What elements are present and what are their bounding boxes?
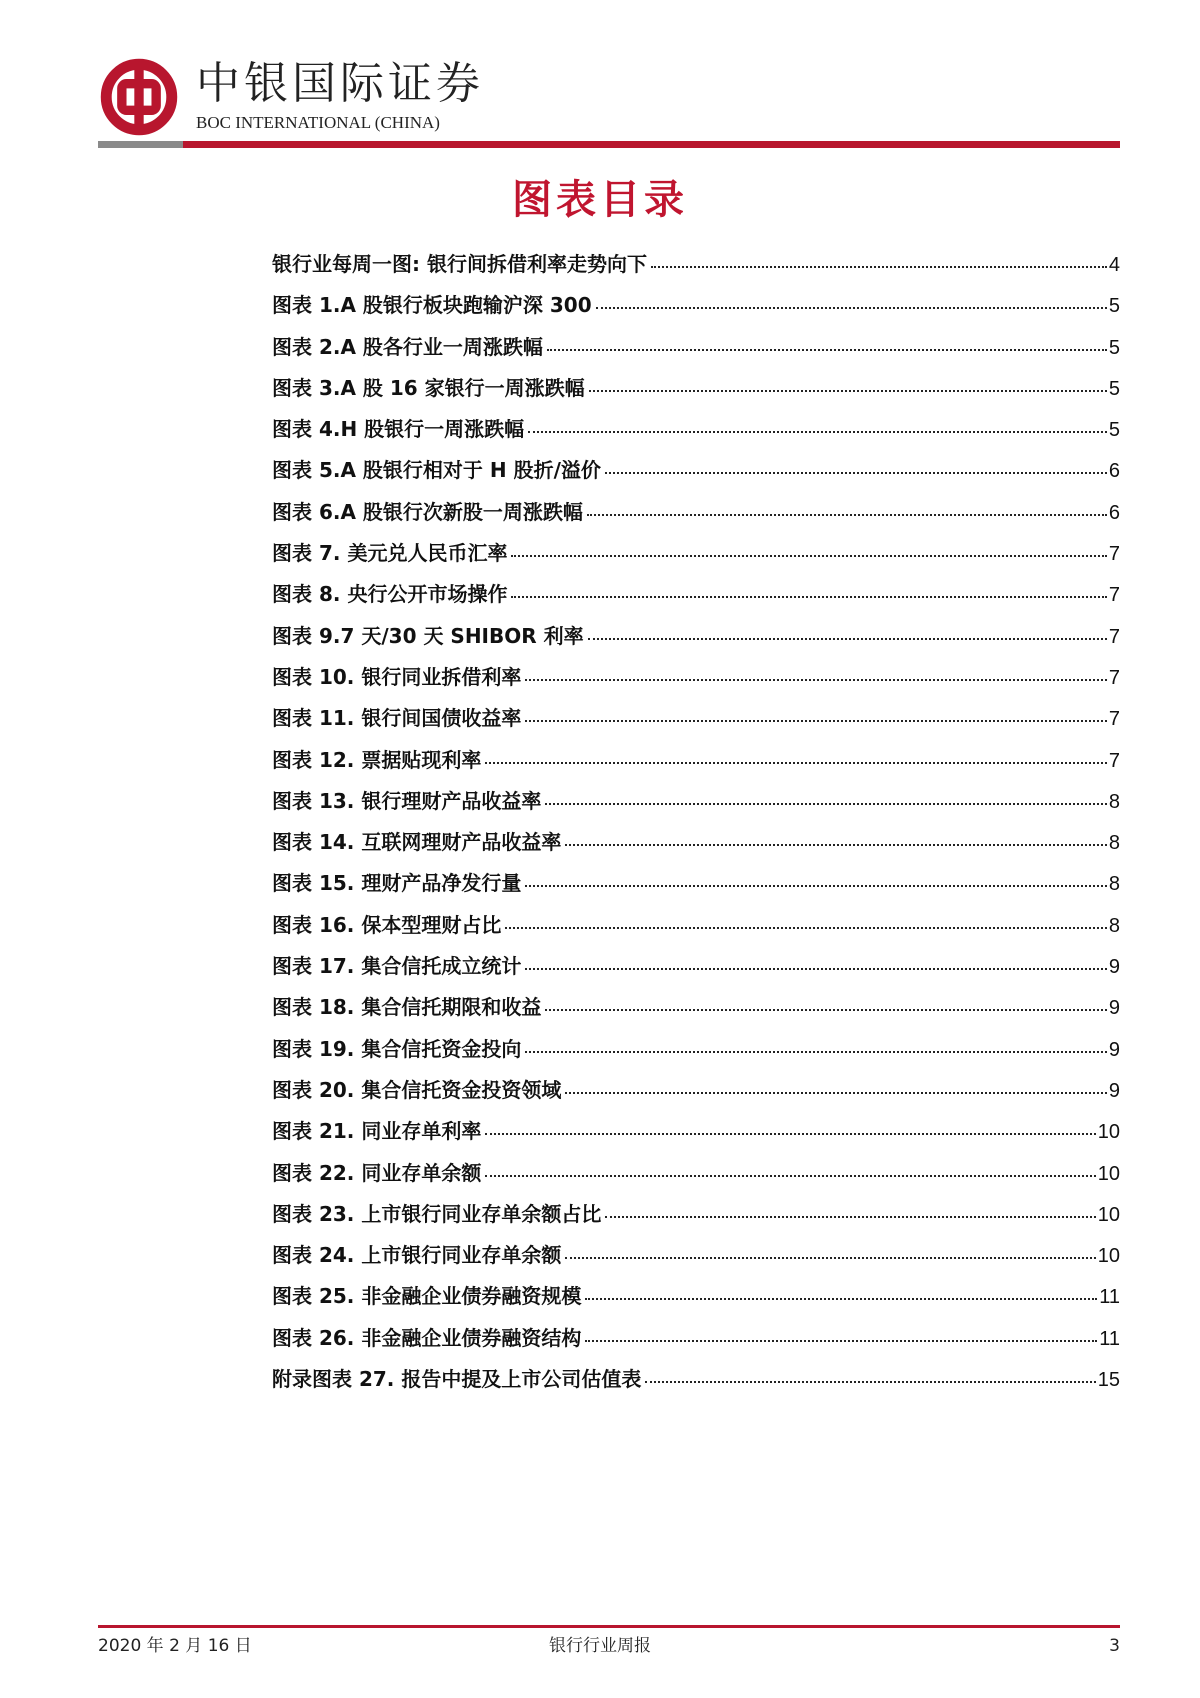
toc-entry[interactable] — [272, 1074, 1120, 1115]
toc-entry[interactable] — [272, 702, 1120, 743]
toc-entry[interactable] — [272, 1157, 1120, 1198]
toc-dot-leader — [525, 968, 1107, 970]
toc-entry-title[interactable]: 图表 25. 非金融企业债券融资规模 — [272, 1284, 582, 1309]
toc-entry-title[interactable]: 图表 1.A 股银行板块跑输沪深 300 — [272, 293, 592, 318]
toc-dot-leader — [565, 844, 1107, 846]
toc-dot-leader — [528, 431, 1107, 433]
toc-entry[interactable] — [272, 537, 1120, 578]
toc-entry[interactable] — [272, 661, 1120, 702]
toc-dot-leader — [588, 638, 1107, 640]
toc-entry-page[interactable]: 11 — [1099, 1327, 1120, 1350]
toc-entry-title[interactable]: 图表 13. 银行理财产品收益率 — [272, 788, 542, 813]
toc-entry-title[interactable]: 图表 26. 非金融企业债券融资结构 — [272, 1325, 582, 1350]
toc-entry[interactable] — [272, 620, 1120, 661]
toc-entry-page[interactable]: 10 — [1097, 1121, 1120, 1144]
toc-entry[interactable] — [272, 454, 1120, 495]
toc-entry[interactable] — [272, 331, 1120, 372]
toc-dot-leader — [589, 390, 1107, 392]
toc-dot-leader — [585, 1298, 1097, 1300]
boc-logo-icon — [100, 58, 178, 136]
toc-entry-title[interactable]: 图表 3.A 股 16 家银行一周涨跌幅 — [272, 375, 585, 400]
toc-entry-title[interactable]: 图表 20. 集合信托资金投资领域 — [272, 1077, 562, 1102]
toc-entry-title[interactable]: 图表 24. 上市银行同业存单余额 — [272, 1243, 562, 1268]
toc-dot-leader — [525, 720, 1107, 722]
toc-dot-leader — [651, 266, 1107, 268]
toc-dot-leader — [605, 472, 1107, 474]
toc-entry-title[interactable]: 图表 22. 同业存单余额 — [272, 1160, 482, 1185]
page-header — [98, 50, 1120, 150]
toc-dot-leader — [565, 1257, 1095, 1259]
toc-entry-page[interactable]: 5 — [1108, 295, 1120, 318]
toc-entry-title[interactable]: 图表 14. 互联网理财产品收益率 — [272, 830, 562, 855]
toc-entry-page[interactable]: 10 — [1097, 1162, 1120, 1185]
toc-entry[interactable] — [272, 1198, 1120, 1239]
toc-dot-leader — [645, 1381, 1095, 1383]
toc-entry-page[interactable]: 9 — [1108, 956, 1120, 979]
toc-entry-page[interactable]: 6 — [1108, 501, 1120, 524]
toc-dot-leader — [485, 762, 1107, 764]
toc-entry-page[interactable]: 7 — [1108, 666, 1120, 689]
toc-entry-title[interactable]: 图表 16. 保本型理财占比 — [272, 912, 502, 937]
toc-entry-page[interactable]: 8 — [1108, 914, 1120, 937]
toc-dot-leader — [545, 803, 1107, 805]
toc-entry-page[interactable]: 10 — [1097, 1203, 1120, 1226]
brand-name-cn: 中银国际证券 — [196, 58, 484, 109]
toc-entry-title[interactable]: 图表 23. 上市银行同业存单余额占比 — [272, 1201, 602, 1226]
toc-entry[interactable] — [272, 785, 1120, 826]
toc-entry-title[interactable]: 银行业每周一图: 银行间拆借利率走势向下 — [272, 252, 647, 276]
toc-entry-title[interactable]: 图表 15. 理财产品净发行量 — [272, 871, 522, 896]
toc-entry-title[interactable]: 图表 2.A 股各行业一周涨跌幅 — [272, 334, 543, 359]
toc-entry-title[interactable]: 附录图表 27. 报告中提及上市公司估值表 — [272, 1367, 642, 1392]
toc-entry-page[interactable]: 7 — [1108, 625, 1120, 648]
toc-entry[interactable] — [272, 289, 1120, 330]
toc-entry-title[interactable]: 图表 18. 集合信托期限和收益 — [272, 995, 542, 1020]
toc-entry-page[interactable]: 11 — [1099, 1286, 1120, 1309]
toc-dot-leader — [485, 1133, 1095, 1135]
toc-entry[interactable] — [272, 1115, 1120, 1156]
toc-dot-leader — [596, 307, 1107, 309]
toc-entry-page[interactable]: 9 — [1108, 1079, 1120, 1102]
toc-dot-leader — [525, 679, 1107, 681]
toc-entry[interactable] — [272, 744, 1120, 785]
toc-entry-page[interactable]: 15 — [1097, 1369, 1120, 1392]
toc-entry-page[interactable]: 7 — [1108, 708, 1120, 731]
toc-dot-leader — [511, 596, 1106, 598]
header-rule-red — [183, 141, 1120, 148]
toc-entry-page[interactable]: 7 — [1108, 749, 1120, 772]
page-title: 图表目录 — [512, 177, 688, 223]
toc-entry-page[interactable]: 8 — [1108, 832, 1120, 855]
toc-entry-title[interactable]: 图表 9.7 天/30 天 SHIBOR 利率 — [272, 623, 584, 648]
toc-dot-leader — [547, 349, 1107, 351]
toc-entry[interactable] — [272, 826, 1120, 867]
toc-entry[interactable] — [272, 909, 1120, 950]
toc-dot-leader — [545, 1009, 1107, 1011]
toc-entry-title[interactable]: 图表 11. 银行间国债收益率 — [272, 706, 522, 731]
toc-entry[interactable] — [272, 248, 1120, 289]
toc-entry-page[interactable]: 8 — [1108, 873, 1120, 896]
toc-entry-page[interactable]: 5 — [1108, 419, 1120, 442]
toc-entry[interactable] — [272, 1280, 1120, 1321]
toc-entry[interactable] — [272, 867, 1120, 908]
toc-entry-title[interactable]: 图表 21. 同业存单利率 — [272, 1119, 482, 1144]
toc-entry-page[interactable]: 5 — [1108, 336, 1120, 359]
toc-dot-leader — [525, 885, 1107, 887]
toc-entry[interactable] — [272, 1033, 1120, 1074]
toc-entry[interactable] — [272, 950, 1120, 991]
table-of-figures — [272, 248, 1120, 1404]
toc-entry-page[interactable]: 9 — [1108, 1038, 1120, 1061]
toc-entry-page[interactable]: 8 — [1108, 790, 1120, 813]
toc-dot-leader — [511, 555, 1106, 557]
toc-entry[interactable] — [272, 1363, 1120, 1404]
toc-entry[interactable] — [272, 991, 1120, 1032]
toc-entry-page[interactable]: 5 — [1108, 377, 1120, 400]
toc-entry-title[interactable]: 图表 10. 银行同业拆借利率 — [272, 664, 522, 689]
toc-entry-title[interactable]: 图表 7. 美元兑人民币汇率 — [272, 541, 508, 566]
toc-dot-leader — [525, 1051, 1107, 1053]
toc-entry[interactable] — [272, 578, 1120, 619]
toc-dot-leader — [565, 1092, 1107, 1094]
toc-entry[interactable] — [272, 496, 1120, 537]
toc-entry-title[interactable]: 图表 17. 集合信托成立统计 — [272, 954, 522, 979]
toc-entry-title[interactable]: 图表 6.A 股银行次新股一周涨跌幅 — [272, 499, 583, 524]
toc-entry-title[interactable]: 图表 5.A 股银行相对于 H 股折/溢价 — [272, 458, 601, 483]
toc-entry-page[interactable]: 9 — [1108, 997, 1120, 1020]
toc-entry-title[interactable]: 图表 8. 央行公开市场操作 — [272, 582, 508, 607]
toc-dot-leader — [485, 1175, 1095, 1177]
toc-entry-page[interactable]: 7 — [1108, 543, 1120, 566]
toc-entry-title[interactable]: 图表 4.H 股银行一周涨跌幅 — [272, 417, 525, 442]
toc-entry[interactable] — [272, 413, 1120, 454]
toc-entry-title[interactable]: 图表 12. 票据贴现利率 — [272, 747, 482, 772]
toc-entry-page[interactable]: 4 — [1108, 254, 1120, 276]
footer-date: 2020 年 2 月 16 日 — [98, 1636, 252, 1656]
footer-report-name: 银行行业周报 — [549, 1636, 651, 1656]
footer-page-number: 3 — [1109, 1636, 1120, 1656]
toc-entry-page[interactable]: 6 — [1108, 460, 1120, 483]
toc-entry[interactable] — [272, 1239, 1120, 1280]
toc-entry[interactable] — [272, 1322, 1120, 1363]
toc-dot-leader — [585, 1340, 1097, 1342]
toc-dot-leader — [505, 927, 1107, 929]
header-rule-gray — [98, 141, 183, 148]
toc-dot-leader — [587, 514, 1107, 516]
toc-entry[interactable] — [272, 372, 1120, 413]
toc-entry-page[interactable]: 10 — [1097, 1245, 1120, 1268]
toc-dot-leader — [605, 1216, 1095, 1218]
toc-entry-title[interactable]: 图表 19. 集合信托资金投向 — [272, 1036, 522, 1061]
toc-entry-page[interactable]: 7 — [1108, 584, 1120, 607]
brand-name-en: BOC INTERNATIONAL (CHINA) — [196, 113, 440, 132]
footer-rule — [98, 1625, 1120, 1628]
